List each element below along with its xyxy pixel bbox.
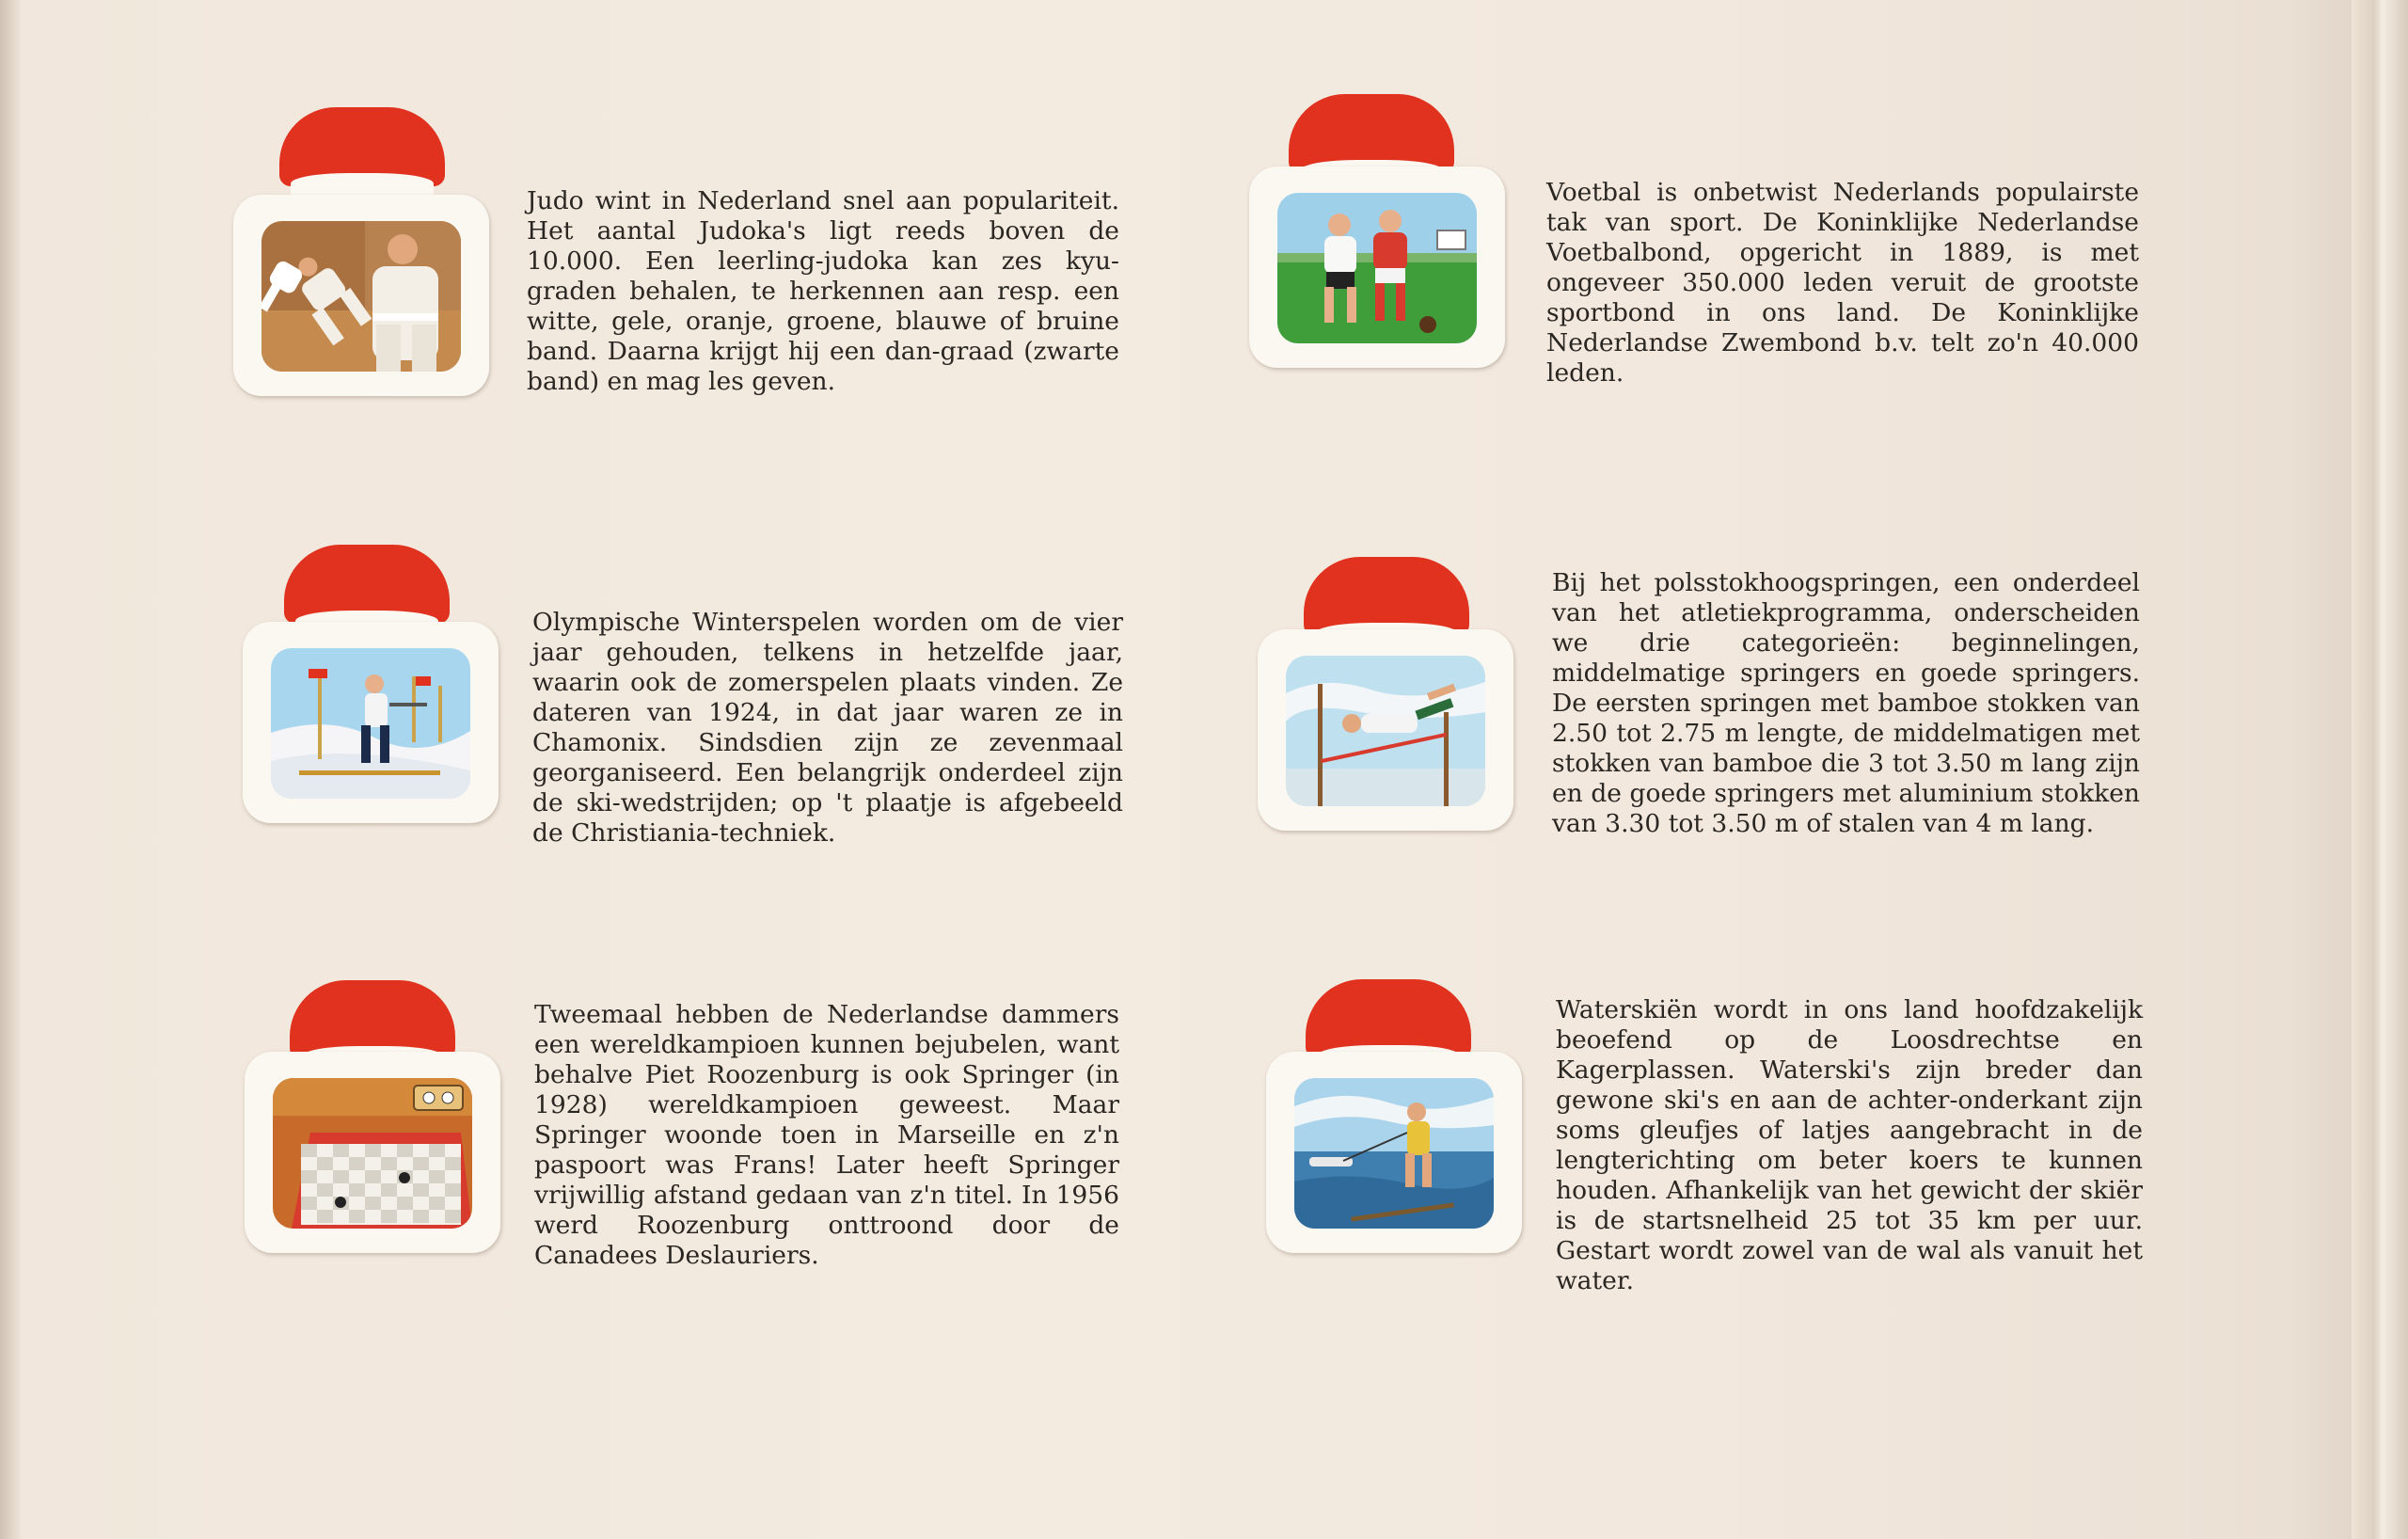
entry-text: Waterskiën wordt in ons land hoofdzakelijk beoefend op de Loosdrechtse en Kagerplassen. Waterski's zijn breder dan gewone ski's en aan de achter-onderkant zijn soms gleufjes of latjes aangebracht in de lengterichting om beter koers te kunnen houden. Afhankelijk van het gewicht der skiër is de startsnelheid 25 tot 35 km per uur. Gestart wordt zowel van de wal als vanuit het water. <box>1556 995 2143 1295</box>
water-ski-icon <box>1294 1078 1494 1229</box>
judo-icon <box>261 221 461 372</box>
sticker-card <box>1266 1052 1522 1253</box>
sticker-card <box>1249 167 1505 368</box>
skier-icon <box>271 648 470 799</box>
entry-text: Tweemaal hebben de Nederlandse dammers een wereldkampioen kunnen bejubelen, want behalve Piet Roozenburg is ook Springer (in 1928) wereldkampioen geweest. Maar Springer woonde toen in Marseille en z'n paspoort was Frans! Later heeft Springer vrijwillig afstand gedaan van z'n titel. In 1956 werd Roozenburg onttroond door de Canadees Deslauriers. <box>534 1000 1119 1270</box>
sticker-card <box>1258 629 1513 831</box>
sticker-tab <box>1306 979 1471 1058</box>
page-edge <box>2352 0 2408 1539</box>
sticker-tab <box>1304 557 1469 636</box>
football-icon <box>1277 193 1477 343</box>
page-gutter <box>0 0 21 1539</box>
entry-text: Judo wint in Nederland snel aan populariteit. Het aantal Judoka's ligt reeds boven de 10.000. Een leerling-judoka kan zes kyu-graden behalen, te herkennen aan resp. een witte, gele, oranje, groene, blauwe of bruine band. Daarna krijgt hij een dan-graad (zwarte band) en mag les geven. <box>527 186 1119 396</box>
sticker-card <box>243 622 499 823</box>
sticker-tab <box>279 107 445 186</box>
pole-vault-icon <box>1286 656 1485 806</box>
sticker-tab <box>284 545 450 624</box>
sticker-tab <box>1289 94 1454 173</box>
entry-text: Voetbal is onbetwist Nederlands populairste tak van sport. De Koninklijke Nederlandse Voetbalbond, opgericht in 1889, is met ongeveer 350.000 leden veruit de grootste sportbond in ons land. De Koninklijke Nederlandse Zwembond b.v. telt zo'n 40.000 leden. <box>1546 178 2139 388</box>
entry-text: Bij het polsstokhoogspringen, een onderdeel van het atletiekprogramma, onderscheiden we drie categorieën: beginnelingen, middelmatige springers en goede springers. De eersten springen met bamboe stokken van 2.50 tot 2.75 m lengte, de middelmatigen met stokken van bamboe die 3 tot 3.50 m lang zijn en de goede springers met aluminium stokken van 3.30 tot 3.50 m of stalen van 4 m lang. <box>1552 568 2140 838</box>
entry-text: Olympische Winterspelen worden om de vier jaar gehouden, telkens in hetzelfde jaar, waarin ook de zomerspelen plaats vinden. Ze dateren van 1924, in dat jaar waren ze in Chamonix. Sindsdien zijn ze zevenmaal georganiseerd. Een belangrijk onderdeel zijn de ski-wedstrijden; op 't plaatje is afgebeeld de Christiania-techniek. <box>532 608 1123 848</box>
draughts-board-icon <box>273 1078 472 1229</box>
sticker-tab <box>290 980 455 1059</box>
sticker-card <box>245 1052 500 1253</box>
sticker-card <box>233 195 489 396</box>
